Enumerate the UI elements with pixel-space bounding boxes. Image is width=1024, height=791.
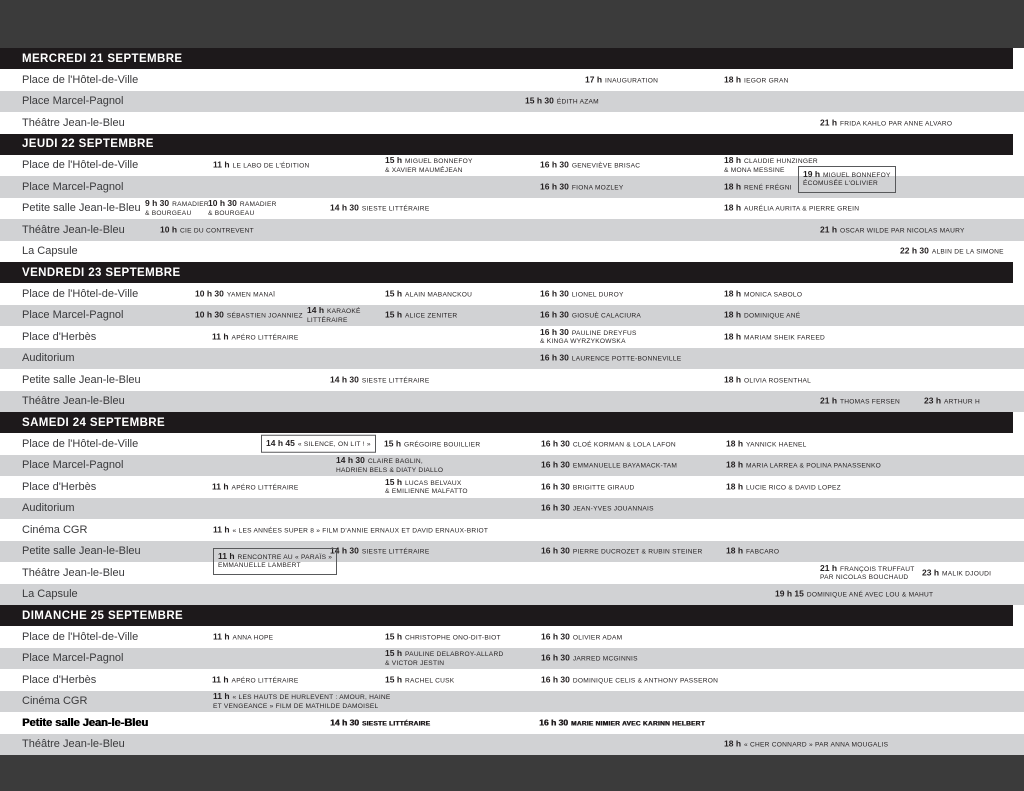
venue-label: Place de l'Hôtel-de-Ville	[22, 159, 139, 172]
event-name-line2: HADRIEN BELS & DIATY DIALLO	[336, 466, 444, 474]
day-label: DIMANCHE 25 SEPTEMBRE	[22, 609, 184, 622]
event-entry	[540, 353, 681, 365]
event-time: 16 h 30	[541, 459, 570, 470]
event-entry	[724, 288, 802, 300]
event-name-line2: ET VENGEANCE » FILM DE MATHILDE DAMOISEL	[213, 702, 379, 710]
event-time: 21 h	[820, 117, 838, 127]
venue-row	[0, 391, 1024, 413]
venue-label: La Capsule	[22, 588, 78, 601]
venue-label: Petite salle Jean-le-Bleu	[22, 716, 148, 729]
event-entry	[726, 481, 841, 493]
event-entry	[724, 739, 888, 751]
event-name: FRIDA KAHLO PAR ANNE ALVARO	[840, 120, 953, 127]
venue-row	[0, 519, 1024, 541]
venue-row	[0, 562, 1024, 584]
event-time: 23 h	[924, 395, 942, 406]
venue-label: Petite salle Jean-le-Bleu	[22, 202, 141, 215]
event-time: 16 h 30	[539, 717, 568, 727]
venue-label: Place de l'Hôtel-de-Ville	[22, 630, 139, 643]
event-name-line2: LITTÉRAIRE	[307, 316, 348, 324]
event-name: ARTHUR H	[944, 398, 980, 406]
event-name-line2: & EMILIENNE MALFATTO	[385, 488, 468, 496]
event-name: FABCARO	[746, 548, 780, 556]
event-time: 10 h	[160, 224, 178, 234]
event-time: 11 h	[213, 631, 230, 641]
venue-label: Cinéma CGR	[22, 695, 88, 708]
event-time: 16 h 30	[541, 545, 570, 556]
event-name: JEAN-YVES JOUANNAIS	[572, 505, 654, 513]
event-name: APÉRO LITTÉRAIRE	[231, 334, 299, 341]
event-name: DOMINIQUE CELIS & ANTHONY PASSERON	[572, 677, 719, 684]
event-time: 21 h	[820, 395, 838, 406]
event-entry	[540, 310, 641, 322]
event-time: 10 h 30	[195, 309, 224, 320]
event-name: MALIK DJOUDI	[942, 570, 992, 577]
event-entry	[724, 310, 800, 322]
venue-label: Place Marcel-Pagnol	[22, 309, 124, 322]
venue-label: Cinéma CGR	[22, 523, 88, 536]
event-entry	[307, 305, 361, 325]
event-entry	[195, 288, 275, 300]
event-entry	[775, 589, 933, 601]
venue-row	[0, 369, 1024, 391]
event-entry	[541, 653, 638, 665]
event-name: PAULINE DREYFUS	[571, 329, 637, 337]
venue-label: La Capsule	[22, 245, 78, 258]
event-time: 18 h	[726, 459, 744, 470]
event-entry	[336, 455, 443, 475]
event-name: LUCAS BELVAUX	[405, 479, 462, 487]
event-name: MONICA SABOLO	[744, 291, 803, 298]
event-entry	[820, 396, 900, 408]
event-entry	[541, 481, 634, 493]
event-entry	[541, 546, 702, 558]
event-entry	[330, 546, 429, 558]
venue-label: Théâtre Jean-le-Bleu	[22, 223, 125, 236]
event-time: 16 h 30	[541, 652, 570, 663]
event-name: ÉDITH AZAM	[556, 98, 599, 106]
event-time: 15 h	[384, 438, 402, 448]
event-time: 11 h	[212, 674, 229, 684]
event-entry	[539, 717, 705, 729]
event-name: SIESTE LITTÉRAIRE	[361, 377, 430, 384]
event-name: CLAIRE BAGLIN,	[367, 458, 423, 466]
event-entry	[820, 117, 952, 129]
event-entry	[212, 481, 299, 493]
venue-label: Petite salle Jean-le-Bleu	[22, 545, 141, 558]
event-entry	[213, 524, 488, 536]
event-entry	[160, 224, 254, 236]
event-entry	[384, 438, 480, 450]
day-label: SAMEDI 24 SEPTEMBRE	[22, 416, 166, 429]
event-name: OSCAR WILDE PAR NICOLAS MAURY	[840, 227, 965, 234]
event-name: GRÉGOIRE BOUILLIER	[404, 441, 481, 448]
event-time: 18 h	[724, 74, 742, 84]
event-time: 16 h 30	[540, 181, 569, 191]
event-name-line2: & KINGA WYRZYKOWSKA	[540, 338, 626, 346]
venue-row	[0, 241, 1024, 263]
event-name: APÉRO LITTÉRAIRE	[231, 677, 299, 684]
event-name: « LES HAUTS DE HURLEVENT : AMOUR, HAINE	[232, 694, 391, 702]
event-entry	[385, 477, 468, 497]
event-name: ALICE ZENITER	[405, 312, 458, 320]
event-name-line2: EMMANUELLE LAMBERT	[218, 562, 301, 569]
event-name: BRIGITTE GIRAUD	[572, 484, 635, 491]
day-header-bar	[0, 605, 1013, 626]
event-name: PIERRE DUCROZET & RUBIN STEINER	[572, 548, 703, 556]
venue-row	[0, 691, 1024, 713]
venue-row	[0, 198, 1024, 220]
venue-row	[0, 584, 1024, 606]
event-time: 15 h	[385, 309, 403, 320]
event-time: 9 h 30	[145, 198, 170, 209]
event-name: THOMAS FERSEN	[840, 398, 901, 406]
event-name: OLIVIA ROSENTHAL	[744, 377, 812, 384]
venue-label: Auditorium	[22, 352, 75, 365]
event-name: OLIVIER ADAM	[572, 634, 623, 641]
event-time: 21 h	[820, 224, 838, 234]
event-name: RAMADIER	[239, 201, 277, 209]
day-label: MERCREDI 21 SEPTEMBRE	[22, 52, 183, 65]
venue-label: Place Marcel-Pagnol	[22, 652, 124, 665]
venue-row	[0, 348, 1024, 370]
event-entry	[724, 203, 859, 215]
event-time: 18 h	[724, 288, 742, 298]
event-entry	[385, 631, 501, 643]
event-time: 14 h 30	[330, 202, 359, 213]
venue-label: Place Marcel-Pagnol	[22, 95, 124, 108]
event-name: JARRED MCGINNIS	[572, 655, 638, 663]
event-time: 18 h	[726, 481, 744, 491]
event-entry	[585, 74, 658, 86]
event-name: EMMANUELLE BAYAMACK-TAM	[572, 462, 678, 470]
event-name: ALBIN DE LA SIMONE	[931, 248, 1004, 256]
event-time: 18 h	[724, 738, 742, 749]
event-time: 18 h	[724, 181, 742, 191]
event-name: SIESTE LITTÉRAIRE	[361, 205, 430, 213]
event-entry	[261, 435, 376, 454]
event-time: 15 h	[385, 155, 403, 166]
event-time: 16 h 30	[540, 309, 569, 320]
event-time: 14 h 30	[330, 717, 359, 727]
event-time: 14 h 30	[336, 455, 365, 466]
event-entry	[385, 674, 454, 686]
event-entry	[726, 546, 779, 558]
venue-row	[0, 305, 1024, 327]
venue-label: Place de l'Hôtel-de-Ville	[22, 287, 139, 300]
event-entry	[541, 438, 676, 450]
event-time: 18 h	[724, 374, 742, 384]
event-entry	[724, 181, 792, 193]
venue-row	[0, 283, 1024, 305]
event-name: MARIE NIMIER AVEC KARINN HELBERT	[570, 720, 705, 727]
event-name: ANNA HOPE	[232, 634, 274, 641]
event-name-line2: & VICTOR JESTIN	[385, 659, 445, 667]
event-time: 18 h	[724, 202, 742, 213]
event-entry	[541, 503, 654, 515]
venue-row	[0, 112, 1024, 134]
event-entry	[922, 567, 991, 579]
day-header-bar	[0, 262, 1013, 283]
event-entry	[525, 96, 599, 108]
event-name: GIOSUÈ CALACIURA	[571, 312, 642, 320]
venue-row	[0, 219, 1024, 241]
event-time: 16 h 30	[541, 438, 570, 448]
venue-label: Place de l'Hôtel-de-Ville	[22, 73, 139, 86]
event-name: CHRISTOPHE ONO-DIT-BIOT	[405, 634, 501, 641]
event-entry	[385, 155, 473, 175]
event-name: SIESTE LITTÉRAIRE	[361, 720, 431, 727]
event-name: APÉRO LITTÉRAIRE	[231, 484, 299, 491]
event-entry	[900, 246, 1004, 258]
event-entry	[385, 648, 503, 668]
event-entry	[726, 460, 881, 472]
venue-label: Théâtre Jean-le-Bleu	[22, 738, 125, 751]
event-entry	[541, 674, 718, 686]
event-entry	[330, 717, 430, 729]
event-name: PAULINE DELABROY-ALLARD	[405, 651, 504, 659]
event-entry	[213, 160, 310, 172]
event-entry	[330, 374, 429, 386]
event-name: KARAOKÉ	[327, 308, 361, 316]
event-time: 10 h 30	[208, 198, 237, 209]
event-name: LAURENCE POTTE-BONNEVILLE	[571, 355, 682, 363]
event-time: 14 h 30	[330, 545, 359, 556]
event-entry	[213, 631, 273, 643]
venue-row	[0, 669, 1024, 691]
venue-label: Place d'Herbès	[22, 480, 97, 493]
venue-row	[0, 734, 1024, 756]
event-time: 15 h 30	[525, 95, 554, 106]
event-name: « CHER CONNARD » PAR ANNA MOUGALIS	[744, 741, 889, 749]
venue-label: Place Marcel-Pagnol	[22, 180, 124, 193]
event-time: 18 h	[726, 438, 744, 448]
event-entry	[724, 374, 811, 386]
venue-label: Théâtre Jean-le-Bleu	[22, 116, 125, 129]
event-time: 14 h 45	[266, 437, 295, 448]
event-name: LIONEL DUROY	[571, 291, 624, 298]
event-name: FRANÇOIS TRUFFAUT	[840, 565, 915, 573]
event-name: LUCIE RICO & DAVID LOPEZ	[746, 484, 841, 491]
venue-row	[0, 326, 1024, 348]
event-time: 16 h 30	[541, 631, 570, 641]
event-time: 14 h	[307, 305, 325, 316]
event-name-line2: ÉCOMUSÉE L'OLIVIER	[803, 180, 879, 187]
venue-row	[0, 91, 1024, 113]
event-time: 16 h 30	[541, 481, 570, 491]
event-time: 22 h 30	[900, 245, 929, 256]
event-entry	[724, 74, 789, 86]
event-name: YANNICK HAENEL	[746, 441, 807, 448]
event-time: 11 h	[212, 331, 229, 341]
event-time: 18 h	[724, 155, 742, 166]
event-time: 15 h	[385, 631, 403, 641]
event-entry	[820, 224, 965, 236]
event-entry	[540, 327, 637, 347]
event-entry	[798, 166, 896, 193]
event-time: 16 h 30	[540, 352, 569, 363]
event-entry	[145, 198, 209, 218]
event-entry	[820, 563, 914, 583]
event-name: RAMADIER	[172, 201, 209, 209]
day-header-bar	[0, 48, 1013, 69]
venue-label: Place d'Herbès	[22, 673, 97, 686]
day-header-bar	[0, 412, 1013, 433]
event-name: RENCONTRE AU « PARAÏS »	[237, 553, 333, 561]
event-entry	[213, 691, 391, 711]
event-name: IEGOR GRAN	[744, 77, 789, 84]
event-entry	[213, 548, 337, 575]
event-time: 14 h 30	[330, 374, 359, 384]
event-name: MIGUEL BONNEFOY	[405, 158, 473, 166]
event-time: 16 h 30	[541, 674, 570, 684]
venue-label: Petite salle Jean-le-Bleu	[22, 373, 141, 386]
event-entry	[385, 288, 472, 300]
event-name: DOMINIQUE ANÉ	[744, 312, 801, 320]
event-entry	[195, 310, 303, 322]
day-label: JEUDI 22 SEPTEMBRE	[22, 138, 154, 150]
event-name: DOMINIQUE ANÉ AVEC LOU & MAHUT	[806, 591, 934, 599]
event-name: FIONA MOZLEY	[571, 184, 624, 191]
event-name-line2: & BOURGEAU	[208, 209, 255, 217]
venue-row	[0, 498, 1024, 520]
event-entry	[541, 460, 677, 472]
event-entry	[330, 203, 429, 215]
event-time: 17 h	[585, 74, 603, 84]
event-name: RENÉ FRÉGNI	[744, 184, 792, 191]
event-time: 10 h 30	[195, 288, 224, 298]
event-name: ALAIN MABANCKOU	[405, 291, 473, 298]
event-name: CLAUDIE HUNZINGER	[744, 158, 818, 166]
venue-label: Auditorium	[22, 502, 75, 515]
event-entry	[540, 288, 624, 300]
event-name: CLOÉ KORMAN & LOLA LAFON	[572, 441, 676, 448]
event-entry	[385, 310, 457, 322]
venue-row	[0, 626, 1024, 648]
event-entry	[924, 396, 980, 408]
event-entry	[540, 181, 624, 193]
venue-row	[0, 712, 1024, 734]
event-time: 11 h	[213, 524, 230, 534]
event-name: INAUGURATION	[605, 77, 659, 84]
event-time: 19 h	[803, 168, 821, 179]
event-name-line2: PAR NICOLAS BOUCHAUD	[820, 574, 909, 582]
day-label: VENDREDI 23 SEPTEMBRE	[22, 266, 181, 279]
event-name: LE LABO DE L'ÉDITION	[232, 162, 310, 170]
event-entry	[541, 631, 622, 643]
event-entry	[724, 331, 825, 343]
event-time: 16 h 30	[540, 326, 569, 337]
event-time: 11 h	[213, 691, 230, 702]
event-name: MARIA LARREA & POLINA PANASSENKO	[746, 462, 882, 470]
event-entry	[726, 438, 807, 450]
venue-label: Théâtre Jean-le-Bleu	[22, 395, 125, 408]
event-time: 18 h	[724, 309, 742, 320]
venue-row	[0, 476, 1024, 498]
event-time: 19 h 15	[775, 588, 804, 599]
event-time: 23 h	[922, 567, 940, 577]
event-time: 18 h	[726, 545, 744, 556]
event-time: 18 h	[724, 331, 742, 341]
event-time: 11 h	[213, 159, 230, 170]
event-time: 16 h 30	[540, 288, 569, 298]
event-name: AURÉLIA AURITA & PIERRE GREIN	[744, 205, 860, 213]
venue-label: Place Marcel-Pagnol	[22, 459, 124, 472]
event-entry	[212, 674, 299, 686]
venue-label: Place d'Herbès	[22, 330, 97, 343]
event-time: 16 h 30	[541, 502, 570, 513]
event-name: SÉBASTIEN JOANNIEZ	[226, 312, 303, 320]
event-entry	[208, 198, 277, 218]
event-time: 15 h	[385, 476, 403, 487]
event-time: 15 h	[385, 674, 403, 684]
venue-row	[0, 648, 1024, 670]
event-name: RACHEL CUSK	[405, 677, 455, 684]
venue-row	[0, 69, 1024, 91]
event-time: 16 h 30	[540, 159, 569, 170]
event-name: CIE DU CONTREVENT	[180, 227, 254, 234]
venue-label: Place de l'Hôtel-de-Ville	[22, 437, 139, 450]
event-time: 11 h	[212, 481, 229, 491]
event-time: 15 h	[385, 648, 403, 659]
venue-row	[0, 455, 1024, 477]
event-name: MIGUEL BONNEFOY	[823, 171, 891, 179]
venue-row	[0, 433, 1024, 455]
event-name: GENEVIÈVE BRISAC	[571, 162, 641, 170]
event-time: 15 h	[385, 288, 403, 298]
venue-label: Théâtre Jean-le-Bleu	[22, 566, 125, 579]
event-name: MARIAM SHEIK FAREED	[744, 334, 825, 341]
day-header-bar	[0, 134, 1013, 155]
event-name: SIESTE LITTÉRAIRE	[361, 548, 430, 556]
event-name: « LES ANNÉES SUPER 8 » FILM D'ANNIE ERNAUX ET DAVID ERNAUX-BRIOT	[232, 527, 489, 534]
event-name-line2: & XAVIER MAUMÉJEAN	[385, 166, 463, 174]
event-name: YAMEN MANAÏ	[226, 291, 276, 298]
event-entry	[540, 160, 640, 172]
event-name-line2: & MONA MESSINE	[724, 166, 785, 174]
event-time: 21 h	[820, 562, 838, 573]
event-time: 11 h	[218, 550, 235, 561]
event-name: « SILENCE, ON LIT ! »	[297, 440, 371, 448]
event-name-line2: & BOURGEAU	[145, 209, 192, 217]
schedule-panel	[0, 48, 1024, 755]
event-entry	[212, 331, 299, 343]
